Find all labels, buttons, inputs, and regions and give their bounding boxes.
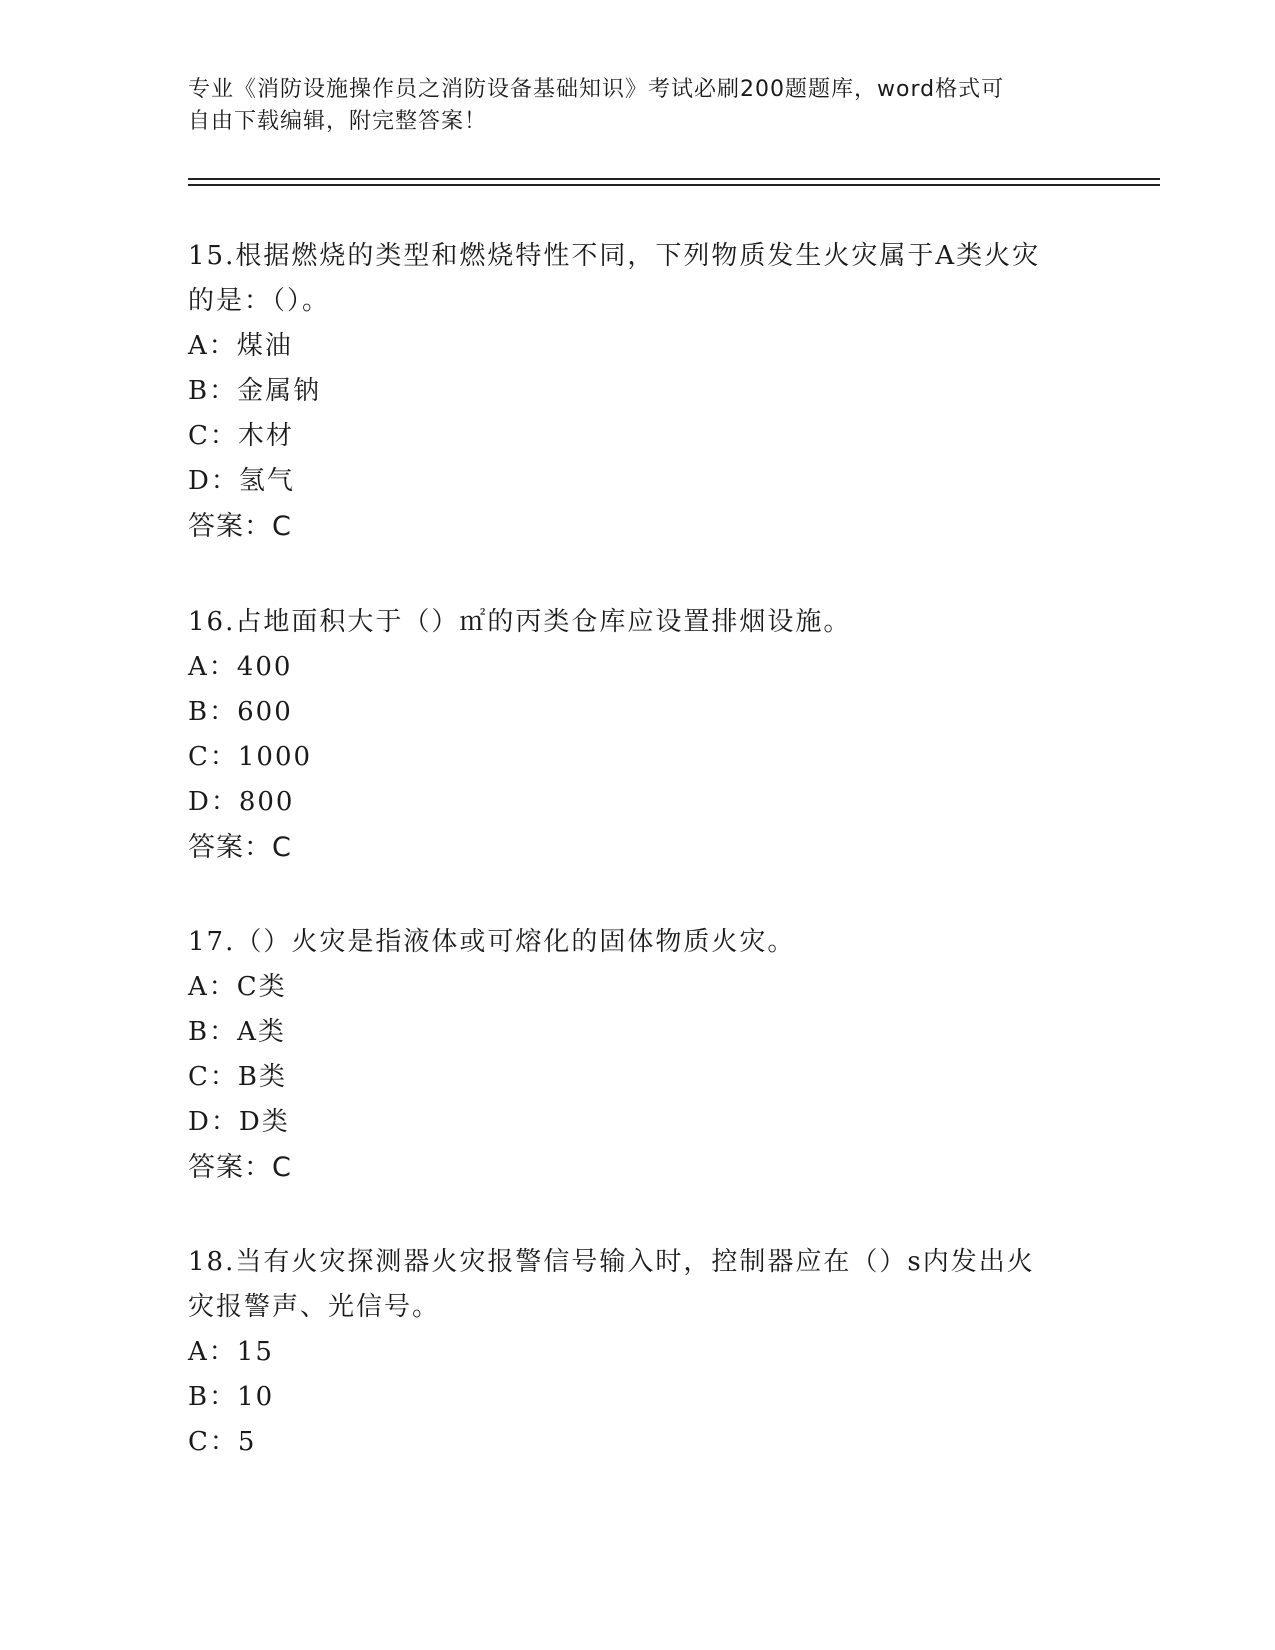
question-stem-line: 灾报警声、光信号。	[188, 1292, 441, 1322]
document-header	[188, 74, 1068, 138]
option-c: C：B类	[188, 1062, 288, 1092]
option-b: B：10	[188, 1382, 275, 1412]
question-stem-line: 15.根据燃烧的类型和燃烧特性不同，下列物质发生火灾属于A类火灾	[188, 241, 1041, 271]
option-c: C：木材	[188, 421, 294, 451]
question-stem-line: 18.当有火灾探测器火灾报警信号输入时，控制器应在（）s内发出火	[188, 1247, 1035, 1277]
option-a: A：15	[188, 1337, 274, 1367]
option-c: C：1000	[188, 742, 313, 772]
question-16	[188, 600, 1068, 870]
answer: 答案：C	[188, 1152, 292, 1183]
option-d: D：800	[188, 787, 295, 817]
option-a: A：400	[188, 652, 293, 682]
question-stem-line: 17.（）火灾是指液体或可熔化的固体物质火灾。	[188, 927, 796, 957]
answer: 答案：C	[188, 832, 292, 863]
header-line-2: 自由下载编辑，附完整答案！	[188, 109, 488, 134]
question-stem-line: 的是：（）。	[188, 286, 331, 316]
header-line-1: 专业《消防设施操作员之消防设备基础知识》考试必刷200题题库，word格式可	[188, 77, 1005, 102]
question-17	[188, 920, 1068, 1190]
option-b: B：600	[188, 697, 293, 727]
option-d: D：D类	[188, 1107, 290, 1137]
question-18	[188, 1240, 1068, 1465]
option-b: B：A类	[188, 1017, 286, 1047]
question-15	[188, 234, 1068, 549]
header-divider-top	[188, 178, 1160, 180]
option-d: D：氢气	[188, 466, 295, 496]
option-a: A：C类	[188, 972, 287, 1002]
option-c: C：5	[188, 1427, 257, 1457]
question-stem-line: 16.占地面积大于（）㎡的丙类仓库应设置排烟设施。	[188, 607, 852, 637]
option-b: B：金属钠	[188, 376, 322, 406]
answer: 答案：C	[188, 511, 292, 542]
option-a: A：煤油	[188, 331, 293, 361]
header-divider-bottom	[188, 184, 1160, 186]
